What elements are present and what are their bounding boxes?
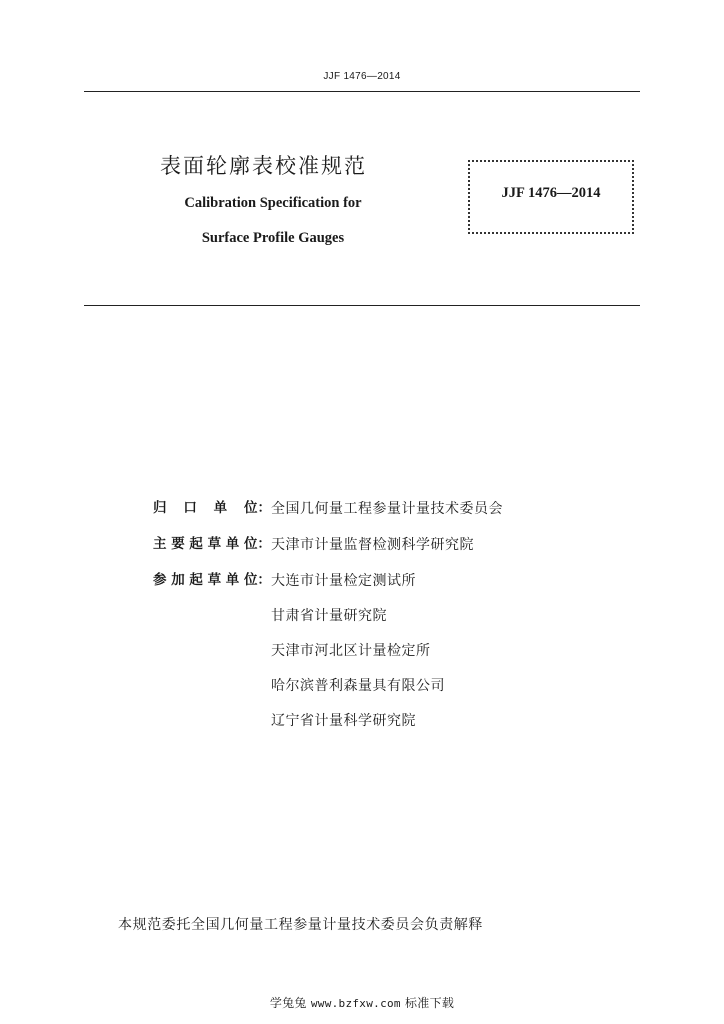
footer-url[interactable]: www.bzfxw.com	[310, 997, 401, 1010]
responsible-unit-value: 全国几何量工程参量计量技术委员会	[271, 501, 503, 517]
participant-item: 辽宁省计量科学研究院	[271, 713, 416, 729]
footer-prefix: 学兔兔	[269, 996, 307, 1010]
participant-item: 天津市河北区计量检定所	[271, 643, 431, 659]
header-standard-code: JJF 1476—2014	[323, 71, 401, 82]
responsible-unit-label: 归 口 单 位：	[153, 500, 271, 516]
title-chinese: 表面轮廓表校准规范	[160, 154, 367, 178]
title-english-line2: Surface Profile Gauges	[201, 230, 345, 246]
middle-divider	[84, 305, 640, 306]
interpretation-note: 本规范委托全国几何量工程参量计量技术委员会负责解释	[118, 917, 483, 933]
main-drafter-value: 天津市计量监督检测科学研究院	[271, 537, 474, 553]
participants-label: 参 加 起 草 单 位：	[153, 572, 271, 588]
participant-item: 哈尔滨普利森量具有限公司	[271, 678, 445, 694]
top-divider	[84, 91, 640, 92]
participant-item: 甘肃省计量研究院	[271, 608, 387, 624]
main-drafter-label: 主 要 起 草 单 位：	[153, 536, 271, 552]
standard-code-box	[468, 160, 634, 234]
footer-watermark	[0, 994, 724, 1011]
title-english-line1: Calibration Specification for	[184, 195, 362, 211]
standard-code: JJF 1476—2014	[501, 184, 601, 201]
participant-item: 大连市计量检定测试所	[271, 573, 416, 589]
footer-suffix: 标准下载	[404, 996, 455, 1010]
